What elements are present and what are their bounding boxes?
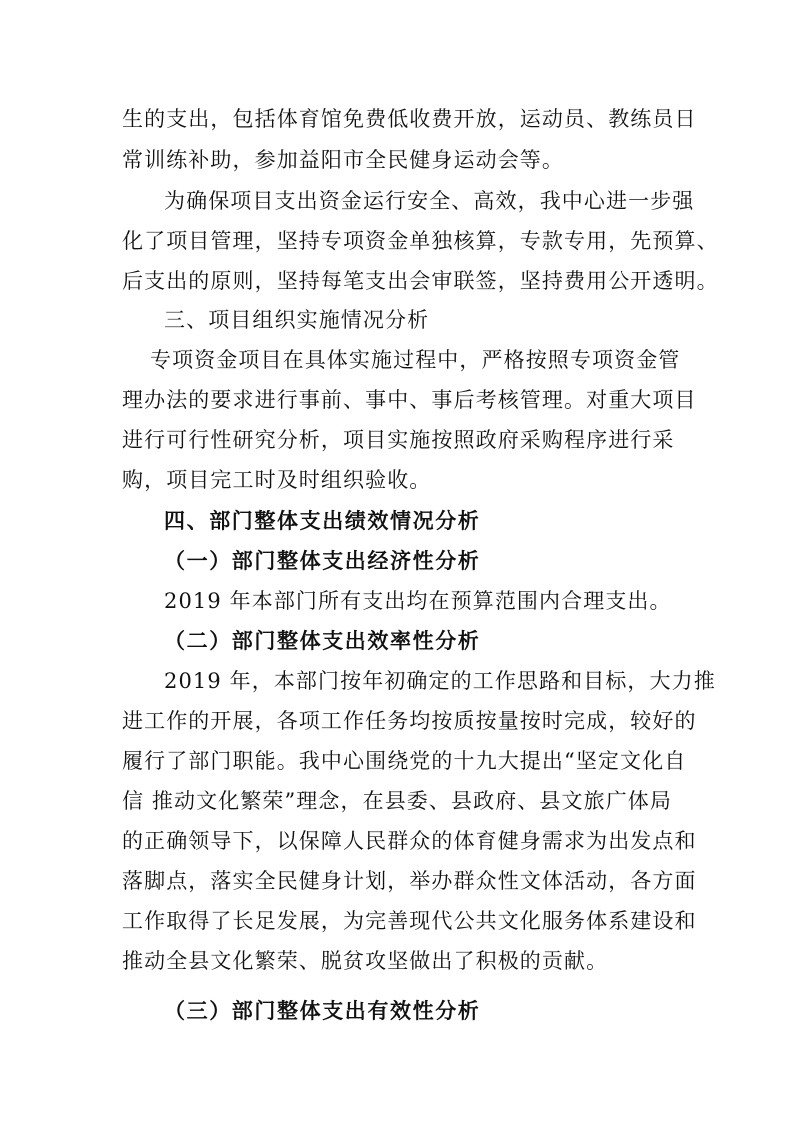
paragraph-line: 生的支出，包括体育馆免费低收费开放，运动员、教练员日 — [122, 107, 697, 131]
paragraph-line: 信 推动文化繁荣”理念，在县委、县政府、县文旅广体局 — [122, 789, 673, 813]
section-heading: 四、部门整体支出绩效情况分析 — [164, 509, 481, 533]
paragraph-line: 专项资金项目在具体实施过程中，严格按照专项资金管 — [150, 348, 681, 372]
paragraph-line: 进行可行性研究分析，项目实施按照政府采购程序进行采 — [122, 428, 675, 452]
subsection-heading: （一）部门整体支出经济性分析 — [164, 549, 481, 573]
paragraph-line: 进工作的开展，各项工作任务均按质按量按时完成，较好的 — [122, 709, 697, 733]
paragraph-line: 化了项目管理，坚持专项资金单独核算，专款专用，先预算、 — [122, 229, 719, 253]
paragraph-line: 后支出的原则，坚持每笔支出会审联签，坚持费用公开透明。 — [122, 269, 719, 293]
paragraph-line: 履行了部门职能。我中心围绕党的十九大提出“坚定文化自 — [122, 749, 687, 773]
subsection-heading: （三）部门整体支出有效性分析 — [164, 999, 481, 1023]
paragraph-line: 落脚点，落实全民健身计划，举办群众性文体活动，各方面 — [122, 869, 697, 893]
subsection-heading: （二）部门整体支出效率性分析 — [164, 629, 481, 653]
paragraph-line: 2019 年，本部门按年初确定的工作思路和目标，大力推 — [164, 669, 716, 693]
paragraph-line: 为确保项目支出资金运行安全、高效，我中心进一步强 — [164, 189, 695, 213]
paragraph-line: 工作取得了长足发展，为完善现代公共文化服务体系建设和 — [122, 909, 697, 933]
paragraph-line: 常训练补助，参加益阳市全民健身运动会等。 — [122, 148, 564, 172]
paragraph-line: 理办法的要求进行事前、事中、事后考核管理。对重大项目 — [122, 388, 697, 412]
paragraph-line: 2019 年本部门所有支出均在预算范围内合理支出。 — [164, 589, 672, 613]
paragraph-line: 的正确领导下，以保障人民群众的体育健身需求为出发点和 — [122, 829, 697, 853]
section-heading: 三、项目组织实施情况分析 — [164, 308, 430, 332]
paragraph-line: 购，项目完工时及时组织验收。 — [122, 468, 432, 492]
paragraph-line: 推动全县文化繁荣、脱贫攻坚做出了积极的贡献。 — [122, 949, 609, 973]
